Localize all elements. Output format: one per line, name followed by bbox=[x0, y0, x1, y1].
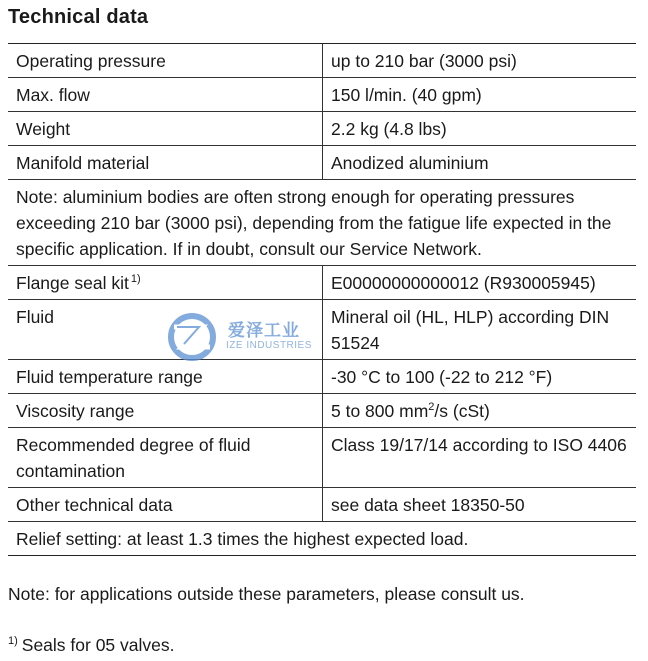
row-value: Class 19/17/14 according to ISO 4406 bbox=[323, 428, 637, 488]
row-label: Other technical data bbox=[8, 488, 323, 522]
technical-data-table bbox=[8, 43, 636, 556]
table-row bbox=[8, 266, 636, 300]
footnote-text: Seals for 05 valves. bbox=[21, 635, 175, 655]
footnote-marker: 1) bbox=[8, 635, 18, 647]
row-label: Fluid bbox=[8, 300, 323, 360]
table-row bbox=[8, 428, 636, 488]
row-label: Manifold material bbox=[8, 146, 323, 180]
row-label: Viscosity range bbox=[8, 394, 323, 428]
table-row bbox=[8, 78, 636, 112]
footnote bbox=[8, 632, 175, 658]
table-row bbox=[8, 360, 636, 394]
table-row bbox=[8, 488, 636, 522]
row-value: up to 210 bar (3000 psi) bbox=[323, 44, 637, 78]
table-note-row bbox=[8, 522, 636, 556]
row-label bbox=[8, 266, 323, 300]
row-value: Mineral oil (HL, HLP) according DIN 51524 bbox=[323, 300, 637, 360]
row-label-text: Flange seal kit bbox=[16, 273, 129, 293]
table-row bbox=[8, 394, 636, 428]
page-title: Technical data bbox=[8, 6, 149, 28]
row-label: Operating pressure bbox=[8, 44, 323, 78]
relief-setting-note: Relief setting: at least 1.3 times the highest expected load. bbox=[8, 522, 636, 556]
value-text: /s (cSt) bbox=[434, 401, 490, 421]
row-value: E00000000000012 (R930005945) bbox=[323, 266, 637, 300]
row-value: -30 °C to 100 (-22 to 212 °F) bbox=[323, 360, 637, 394]
superscript: 2 bbox=[428, 401, 435, 413]
row-value: 2.2 kg (4.8 lbs) bbox=[323, 112, 637, 146]
table-row bbox=[8, 146, 636, 180]
watermark-en: IZE INDUSTRIES bbox=[226, 340, 312, 351]
row-value bbox=[323, 394, 637, 428]
table-row bbox=[8, 44, 636, 78]
table-row bbox=[8, 300, 636, 360]
aluminium-note: Note: aluminium bodies are often strong enough for operating pressures exceeding 210 bar (3000 psi), depending from the fatigue life expected in the specific application. If in doubt, consult our Service Network. bbox=[8, 180, 636, 266]
row-label: Fluid temperature range bbox=[8, 360, 323, 394]
row-label: Weight bbox=[8, 112, 323, 146]
value-text: 5 to 800 mm bbox=[331, 401, 429, 421]
watermark-cn: 爱泽工业 bbox=[228, 321, 300, 340]
table-note-row bbox=[8, 180, 636, 266]
row-label: Recommended degree of fluid contamination bbox=[8, 428, 323, 488]
footnote-marker: 1) bbox=[130, 273, 141, 285]
row-value: Anodized aluminium bbox=[323, 146, 637, 180]
row-value: 150 l/min. (40 gpm) bbox=[323, 78, 637, 112]
consult-note: Note: for applications outside these parameters, please consult us. bbox=[8, 584, 525, 604]
row-label: Max. flow bbox=[8, 78, 323, 112]
table-row bbox=[8, 112, 636, 146]
row-value: see data sheet 18350-50 bbox=[323, 488, 637, 522]
